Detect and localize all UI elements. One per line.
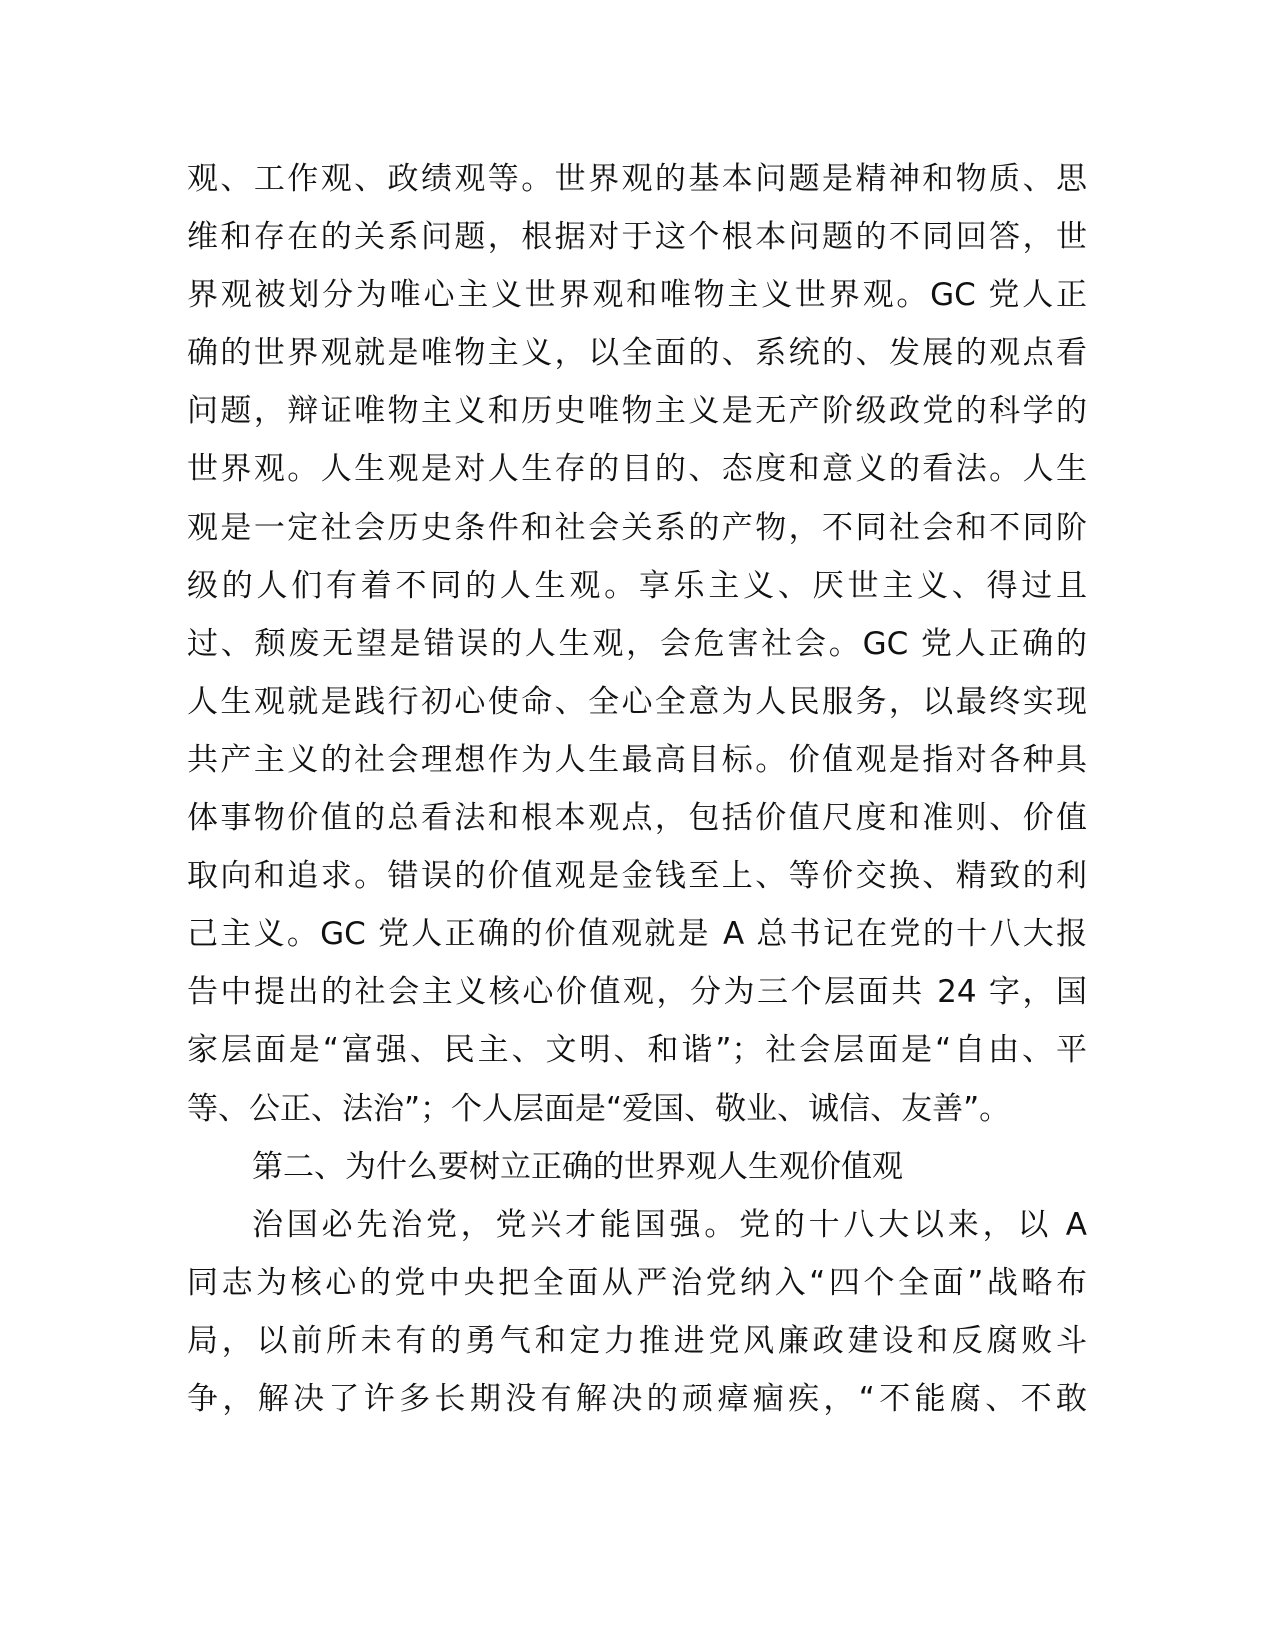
text-line: 共产主义的社会理想作为人生最高目标。价值观是指对各种具 [187, 741, 1087, 778]
text-line: 家层面是“富强、民主、文明、和谐”；社会层面是“自由、平 [187, 1032, 1087, 1069]
text-line: 己主义。GC 党人正确的价值观就是 A 总书记在党的十八大报 [187, 916, 1087, 953]
text-line: 等、公正、法治”；个人层面是“爱国、敬业、诚信、友善”。 [187, 1090, 1011, 1127]
section-heading: 第二、为什么要树立正确的世界观人生观价值观 [252, 1148, 903, 1185]
text-line: 治国必先治党，党兴才能国强。党的十八大以来，以 A [252, 1206, 1087, 1243]
text-line: 观、工作观、政绩观等。世界观的基本问题是精神和物质、思 [187, 161, 1087, 197]
text-line: 界观被划分为唯心主义世界观和唯物主义世界观。GC 党人正 [187, 277, 1087, 314]
text-line: 确的世界观就是唯物主义，以全面的、系统的、发展的观点看 [187, 335, 1087, 372]
text-line: 级的人们有着不同的人生观。享乐主义、厌世主义、得过且 [187, 567, 1087, 604]
text-line: 取向和追求。错误的价值观是金钱至上、等价交换、精致的利 [187, 858, 1087, 895]
text-line: 过、颓废无望是错误的人生观，会危害社会。GC 党人正确的 [187, 625, 1087, 662]
text-line: 世界观。人生观是对人生存的目的、态度和意义的看法。人生 [187, 451, 1087, 488]
text-line: 局，以前所未有的勇气和定力推进党风廉政建设和反腐败斗 [187, 1322, 1087, 1359]
text-line: 同志为核心的党中央把全面从严治党纳入“四个全面”战略布 [187, 1264, 1087, 1301]
body-text [187, 150, 1087, 1428]
text-line: 观是一定社会历史条件和社会关系的产物，不同社会和不同阶 [187, 509, 1087, 546]
text-line: 告中提出的社会主义核心价值观，分为三个层面共 24 字，国 [187, 974, 1087, 1011]
text-line: 问题，辩证唯物主义和历史唯物主义是无产阶级政党的科学的 [187, 393, 1087, 430]
text-line: 争，解决了许多长期没有解决的顽瘴痼疾，“不能腐、不敢 [187, 1380, 1087, 1417]
text-line: 体事物价值的总看法和根本观点，包括价值尺度和准则、价值 [187, 800, 1087, 837]
text-line: 维和存在的关系问题，根据对于这个根本问题的不同回答，世 [187, 219, 1087, 256]
text-line: 人生观就是践行初心使命、全心全意为人民服务，以最终实现 [187, 683, 1087, 720]
